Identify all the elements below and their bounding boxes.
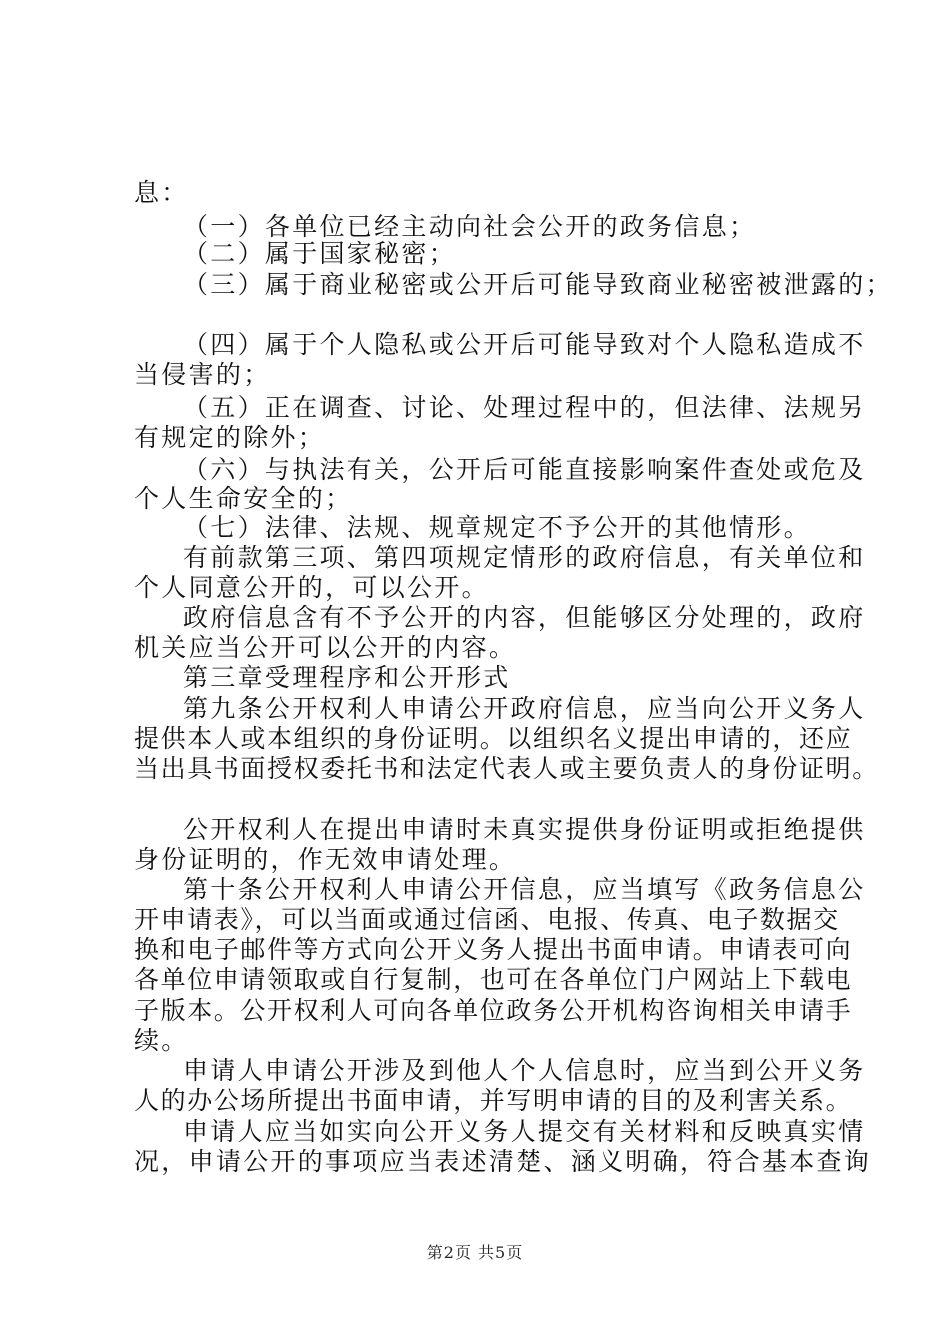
text-line: 有前款第三项、第四项规定情形的政府信息，有关单位和 — [183, 543, 866, 572]
text-line: 第十条公开权利人申请公开信息，应当填写《政务信息公 — [183, 875, 866, 904]
text-line: 机关应当公开可以公开的内容。 — [134, 633, 517, 662]
text-line: 当侵害的； — [134, 360, 271, 389]
text-line: 续。 — [134, 1026, 189, 1055]
text-line: 提供本人或本组织的身份证明。以组织名义提出申请的，还应 — [134, 724, 853, 753]
text-line: 子版本。公开权利人可向各单位政务公开机构咨询相关申请手 — [134, 996, 853, 1025]
text-line: 申请人应当如实向公开义务人提交有关材料和反映真实情 — [183, 1117, 866, 1146]
text-line: 身份证明的，作无效申请处理。 — [134, 845, 517, 874]
text-line: 况，申请公开的事项应当表述清楚、涵义明确，符合基本查询 — [134, 1147, 872, 1176]
text-line: 人的办公场所提出书面申请，并写明申请的目的及利害关系。 — [134, 1086, 853, 1115]
text-line: 当出具书面授权委托书和法定代表人或主要负责人的身份证明。 — [134, 754, 879, 783]
text-line: 有规定的除外； — [134, 423, 326, 452]
text-line: （四）属于个人隐私或公开后可能导致对个人隐私造成不 — [183, 330, 866, 359]
text-line: 公开权利人在提出申请时未真实提供身份证明或拒绝提供 — [183, 815, 866, 844]
text-line: 息： — [134, 178, 189, 207]
text-line: 政府信息含有不予公开的内容，但能够区分处理的，政府 — [183, 603, 866, 632]
chapter-heading: 第三章受理程序和公开形式 — [183, 663, 511, 692]
text-line: （五）正在调查、讨论、处理过程中的，但法律、法规另 — [183, 393, 866, 422]
text-line: 个人同意公开的，可以公开。 — [134, 573, 489, 602]
page-number-footer: 第2页 共5页 — [426, 1243, 524, 1262]
text-line: （七）法律、法规、规章规定不予公开的其他情形。 — [183, 513, 811, 542]
text-line: 开申请表》，可以当面或通过信函、电报、传真、电子数据交 — [134, 905, 840, 934]
text-line: 申请人申请公开涉及到他人个人信息时，应当到公开义务 — [183, 1056, 866, 1085]
text-line: 各单位申请领取或自行复制，也可在各单位门户网站上下载电 — [134, 965, 853, 994]
text-line: 第九条公开权利人申请公开政府信息，应当向公开义务人 — [183, 694, 866, 723]
text-line: （一）各单位已经主动向社会公开的政务信息； — [183, 212, 757, 241]
text-line: 换和电子邮件等方式向公开义务人提出书面申请。申请表可向 — [134, 935, 853, 964]
text-line: （三）属于商业秘密或公开后可能导致商业秘密被泄露的； — [183, 270, 893, 299]
text-line: （六）与执法有关，公开后可能直接影响案件查处或危及 — [183, 455, 866, 484]
text-line: 个人生命安全的； — [134, 484, 353, 513]
text-line: （二）属于国家秘密； — [183, 239, 457, 268]
